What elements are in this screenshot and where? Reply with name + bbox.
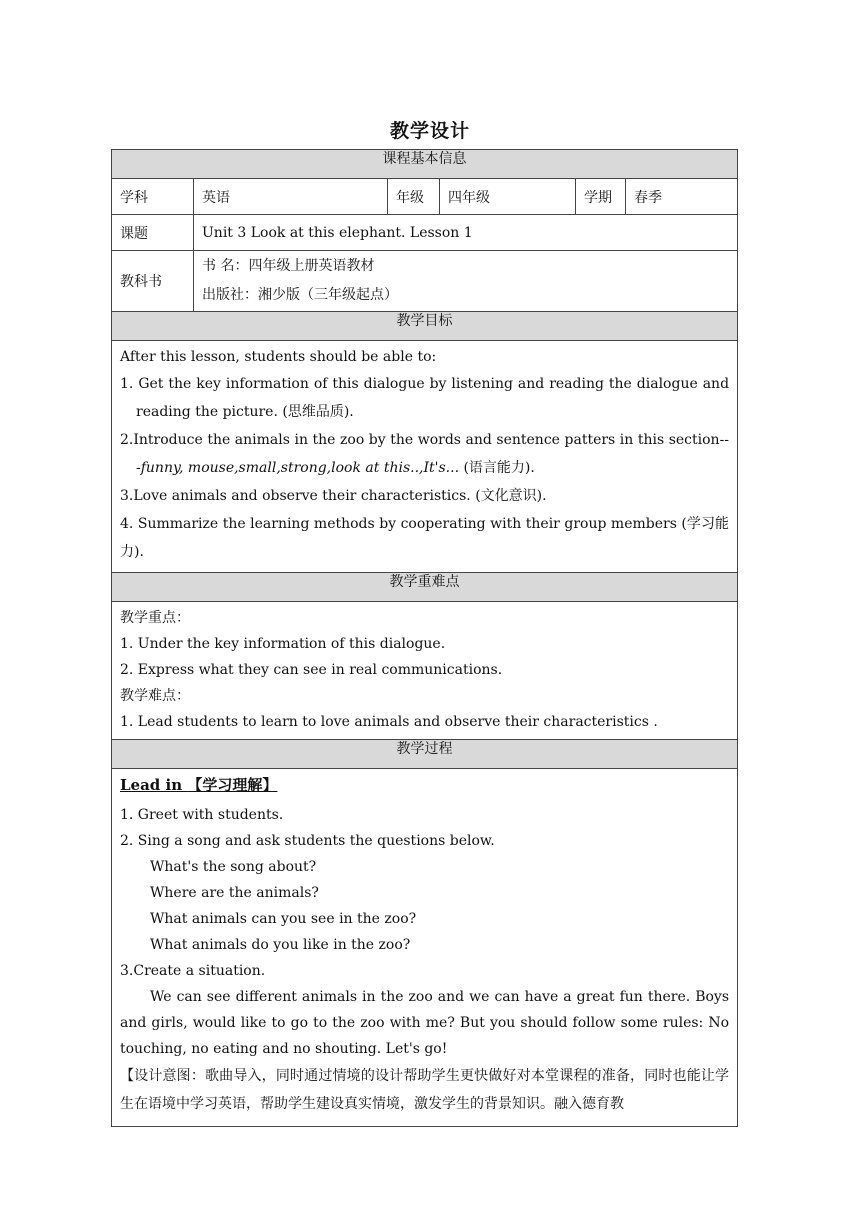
song-question-2: Where are the animals? (150, 885, 319, 901)
key-point-2: 2. Express what they can see in real communications. (120, 662, 503, 678)
key-points-label: 教学重点： (120, 610, 190, 626)
section-header-objectives: 教学目标 (112, 312, 738, 341)
section-header-key-points: 教学重难点 (112, 573, 738, 602)
subject-value: 英语 (194, 179, 388, 215)
objective-item-2-keywords: funny, mouse,small,strong,look at this..,It's... (140, 460, 460, 476)
process-step-1: 1. Greet with students. (120, 807, 284, 823)
objectives-intro: After this lesson, students should be able to: (120, 349, 437, 365)
objective-item-2: 2.Introduce the animals in the zoo by the words and sentence patters in this section---funny, mouse,small,strong,look at this..,It's... (语言能力). (120, 432, 730, 476)
textbook-label: 教科书 (112, 251, 194, 312)
term-label: 学期 (576, 179, 626, 215)
objectives-content (112, 341, 738, 573)
key-points-content (112, 602, 738, 740)
topic-value: Unit 3 Look at this elephant. Lesson 1 (194, 215, 738, 251)
subject-label: 学科 (112, 179, 194, 215)
textbook-publisher: 出版社：湘少版（三年级起点） (202, 287, 398, 303)
process-step-3: 3.Create a situation. (120, 963, 266, 979)
section-header-basic-info: 课程基本信息 (112, 150, 738, 179)
lesson-plan-table (111, 149, 738, 1127)
situation-text: We can see different animals in the zoo and we can have a great fun there. Boys and girls, would like to go to the zoo with me? But you should follow some rules: No touching, no eating and no shouting. Let's go! (120, 989, 730, 1057)
design-intent-text: 【设计意图：歌曲导入，同时通过情境的设计帮助学生更快做好对本堂课程的准备，同时也能让学生在语境中学习英语，帮助学生建设真实情境，激发学生的背景知识。融入德育教 (120, 1068, 730, 1112)
process-content (112, 769, 738, 1127)
difficult-points-label: 教学难点： (120, 688, 190, 704)
grade-value: 四年级 (440, 179, 576, 215)
grade-label: 年级 (388, 179, 440, 215)
difficult-point-1: 1. Lead students to learn to love animals and observe their characteristics . (120, 714, 658, 730)
song-question-4: What animals do you like in the zoo? (150, 937, 411, 953)
info-row-subject (112, 179, 738, 215)
topic-label: 课题 (112, 215, 194, 251)
term-value: 春季 (626, 179, 738, 215)
info-row-textbook (112, 251, 738, 312)
lead-in-heading: Lead in 【学习理解】 (120, 776, 278, 794)
document-title: 教学设计 (389, 120, 470, 142)
process-step-2: 2. Sing a song and ask students the questions below. (120, 833, 495, 849)
section-header-process: 教学过程 (112, 740, 738, 769)
key-point-1: 1. Under the key information of this dialogue. (120, 636, 446, 652)
objective-item-4: 4. Summarize the learning methods by cooperating with their group members (学习能力). (120, 516, 730, 560)
objective-item-1: 1. Get the key information of this dialogue by listening and reading the dialogue and reading the picture. (思维品质). (120, 376, 730, 420)
textbook-name: 书 名：四年级上册英语教材 (202, 258, 375, 274)
objective-item-3: 3.Love animals and observe their characteristics. (文化意识). (120, 488, 547, 504)
textbook-value (194, 251, 738, 312)
info-row-topic (112, 215, 738, 251)
song-question-1: What's the song about? (150, 859, 317, 875)
song-question-3: What animals can you see in the zoo? (150, 911, 417, 927)
